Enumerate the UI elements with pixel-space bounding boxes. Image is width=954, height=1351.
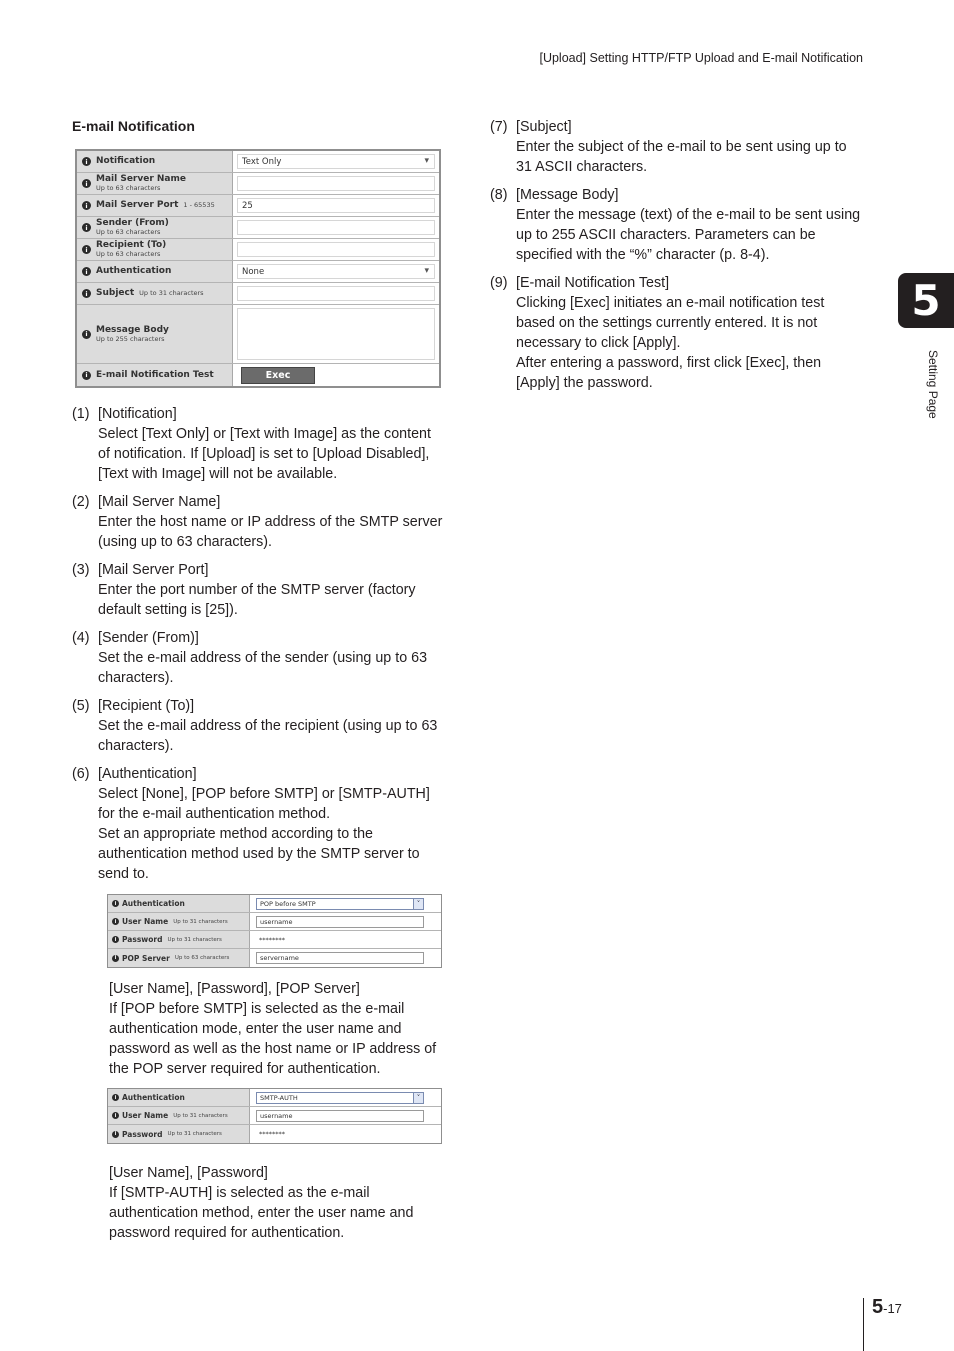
- page-number-chapter: 5: [872, 1296, 884, 1318]
- form-label-hint: 1 - 65535: [183, 201, 215, 209]
- item-body-line: characters).: [98, 670, 174, 686]
- info-icon: i: [112, 955, 119, 962]
- description-item: [72, 560, 452, 620]
- item-body: [72, 784, 452, 884]
- form-row-value-cell: [233, 239, 439, 260]
- form-label-group: [96, 267, 171, 276]
- smtp-caption: [109, 1163, 454, 1243]
- item-body-line: necessary to click [Apply].: [516, 335, 681, 351]
- item-body-line: 31 ASCII characters.: [516, 159, 648, 175]
- subject-input[interactable]: [237, 286, 435, 301]
- form-row: [108, 931, 441, 949]
- form-label: Authentication: [122, 1093, 185, 1102]
- form-row: [108, 895, 441, 913]
- form-label: User Name: [122, 1111, 169, 1120]
- form-row-value-cell: [233, 151, 439, 172]
- form-label: Recipient (To): [96, 240, 167, 250]
- info-icon: i: [112, 936, 119, 943]
- authentication-select[interactable]: [256, 1092, 424, 1104]
- form-label-group: [96, 241, 166, 258]
- form-row-label-cell: [77, 283, 233, 304]
- info-icon: i: [82, 223, 91, 232]
- item-body: [72, 424, 452, 484]
- caption-line: If [SMTP-AUTH] is selected as the e-mail: [109, 1185, 370, 1201]
- item-title: [Notification]: [98, 406, 177, 422]
- email-notification-form: [75, 149, 441, 388]
- item-body-line: Select [Text Only] or [Text with Image] as the content: [98, 426, 431, 442]
- form-label-hint: Up to 63 characters: [96, 184, 161, 192]
- form-label: Authentication: [122, 899, 185, 908]
- form-row-label-cell: [108, 1125, 250, 1143]
- form-row-label-cell: [77, 364, 233, 386]
- info-icon: i: [82, 201, 91, 210]
- password-field[interactable]: ********: [256, 934, 424, 946]
- item-body: [72, 512, 452, 552]
- item-body-line: Select [None], [POP before SMTP] or [SMTP-AUTH]: [98, 786, 430, 802]
- form-label: Message Body: [96, 324, 169, 335]
- exec-button[interactable]: Exec: [241, 367, 315, 384]
- form-text-input[interactable]: servername: [256, 952, 424, 964]
- pop-before-smtp-form: [107, 894, 442, 968]
- chapter-label: Setting Page: [926, 350, 940, 419]
- info-icon: i: [82, 179, 91, 188]
- form-label-group: [96, 175, 186, 192]
- form-label-hint: Up to 31 characters: [173, 1112, 228, 1119]
- recipient-input[interactable]: [237, 242, 435, 257]
- item-body: [72, 580, 452, 620]
- item-body-line: Set the e-mail address of the sender (using up to 63: [98, 650, 428, 666]
- form-row: [108, 1107, 441, 1125]
- description-item: [72, 492, 452, 552]
- chapter-tab: 5: [898, 273, 954, 328]
- form-row-label-cell: [77, 173, 233, 194]
- form-label-hint: Up to 255 characters: [96, 334, 165, 343]
- caption-line: the POP server required for authentication.: [109, 1061, 381, 1077]
- item-body-line: authentication method used by the SMTP server to: [98, 846, 420, 862]
- form-label-group: [96, 201, 215, 210]
- form-row-value-cell: [250, 913, 441, 930]
- form-label-group: [96, 371, 214, 380]
- info-icon: i: [82, 157, 91, 166]
- password-field[interactable]: ********: [256, 1128, 424, 1140]
- item-title: [Message Body]: [516, 187, 619, 203]
- form-row-value-cell: [250, 1089, 441, 1106]
- form-row-value-cell: [250, 895, 441, 912]
- form-label: Authentication: [96, 266, 172, 276]
- info-icon: i: [112, 900, 119, 907]
- item-body-line: Enter the message (text) of the e-mail to be sent using: [516, 207, 861, 223]
- pop-caption: [109, 979, 454, 1079]
- item-number: (7): [490, 119, 508, 135]
- form-label: Subject: [96, 288, 135, 298]
- form-label: E-mail Notification Test: [96, 369, 214, 380]
- form-label-hint: Up to 63 characters: [96, 250, 161, 258]
- chevron-down-icon: ˅: [413, 899, 423, 909]
- description-item: [490, 273, 870, 393]
- form-row-label-cell: [77, 151, 233, 172]
- message-body-textarea[interactable]: [237, 308, 435, 360]
- info-icon: i: [82, 289, 91, 298]
- caption-line: [User Name], [Password], [POP Server]: [109, 981, 360, 997]
- item-number: (1): [72, 406, 90, 422]
- authentication-select[interactable]: [256, 898, 424, 910]
- select-value: POP before SMTP: [260, 899, 316, 908]
- form-label: Mail Server Name: [96, 174, 186, 184]
- form-label-hint: Up to 31 characters: [139, 289, 204, 297]
- info-icon: i: [112, 1112, 119, 1119]
- form-row: [77, 195, 439, 217]
- form-row: [77, 217, 439, 239]
- right-descriptions: [490, 117, 870, 401]
- page-number-rule: [863, 1298, 864, 1351]
- item-body: [72, 716, 452, 756]
- form-row-value-cell: [250, 931, 441, 948]
- info-icon: i: [82, 245, 91, 254]
- caption-line: password as well as the host name or IP address of: [109, 1041, 437, 1057]
- notification-select[interactable]: Text Only ▾: [237, 154, 435, 169]
- item-number: (8): [490, 187, 508, 203]
- left-descriptions: [72, 404, 452, 892]
- form-row: [108, 1125, 441, 1143]
- description-item-heading: [490, 185, 870, 205]
- form-label-hint: Up to 31 characters: [167, 1131, 222, 1137]
- form-row-label-cell: [77, 239, 233, 260]
- page-number: [872, 1296, 902, 1319]
- item-body: [72, 648, 452, 688]
- info-icon: i: [82, 371, 91, 380]
- item-body: [490, 137, 870, 177]
- section-title: E-mail Notification: [72, 118, 195, 134]
- form-text-input[interactable]: username: [256, 1110, 424, 1122]
- page-number-page: -17: [883, 1301, 902, 1316]
- item-number: (9): [490, 275, 508, 291]
- item-title: [Authentication]: [98, 766, 197, 782]
- item-body-line: characters).: [98, 738, 174, 754]
- item-number: (3): [72, 562, 90, 578]
- item-body-line: Enter the host name or IP address of the SMTP server: [98, 514, 443, 530]
- form-row-label-cell: [108, 949, 250, 967]
- description-item: [72, 764, 452, 884]
- form-label: User Name: [122, 917, 169, 926]
- form-row-label-cell: [77, 195, 233, 216]
- chevron-down-icon: ˅: [413, 1093, 423, 1103]
- form-label-hint: Up to 63 characters: [96, 228, 161, 236]
- form-row-value-cell: [233, 217, 439, 238]
- form-row-label-cell: [108, 1107, 250, 1124]
- item-body-line: of notification. If [Upload] is set to [Upload Disabled],: [98, 446, 430, 462]
- description-item-heading: [72, 492, 452, 512]
- description-item-heading: [72, 764, 452, 784]
- item-body-line: default setting is [25]).: [98, 602, 238, 618]
- form-label-group: [96, 219, 169, 236]
- form-row-label-cell: [108, 931, 250, 948]
- form-row-value-cell: [233, 283, 439, 304]
- item-title: [Mail Server Port]: [98, 562, 209, 578]
- description-item: [490, 185, 870, 265]
- info-icon: i: [112, 918, 119, 925]
- description-item: [72, 696, 452, 756]
- item-title: [E-mail Notification Test]: [516, 275, 670, 291]
- description-item-heading: [72, 696, 452, 716]
- item-title: [Subject]: [516, 119, 572, 135]
- form-row-value-cell: [233, 305, 439, 363]
- form-row-label-cell: [108, 1089, 250, 1106]
- caption-line: If [POP before SMTP] is selected as the e-mail: [109, 1001, 405, 1017]
- form-label-group: [96, 157, 155, 166]
- form-label-group: [96, 326, 169, 343]
- description-item: [72, 404, 452, 484]
- item-number: (2): [72, 494, 90, 510]
- description-item: [72, 628, 452, 688]
- item-body-line: Set the e-mail address of the recipient (using up to 63: [98, 718, 438, 734]
- item-body-line: specified with the “%” character (p. 8-4).: [516, 247, 770, 263]
- item-body-line: for the e-mail authentication method.: [98, 806, 331, 822]
- item-body-line: (using up to 63 characters).: [98, 534, 273, 550]
- item-body-line: Clicking [Exec] initiates an e-mail notification test: [516, 295, 825, 311]
- form-row: [77, 239, 439, 261]
- form-row: [108, 949, 441, 967]
- item-body-line: Enter the subject of the e-mail to be sent using up to: [516, 139, 847, 155]
- info-icon: i: [82, 267, 91, 276]
- item-body-line: send to.: [98, 866, 149, 882]
- sender-input[interactable]: [237, 220, 435, 235]
- item-body-line: [Text with Image] will not be available.: [98, 466, 338, 482]
- mail-server-name-input[interactable]: [237, 176, 435, 191]
- description-item-heading: [72, 404, 452, 424]
- form-label: Password: [122, 935, 163, 944]
- item-title: [Mail Server Name]: [98, 494, 221, 510]
- form-row-label-cell: [77, 305, 233, 363]
- description-item: [490, 117, 870, 177]
- description-item-heading: [490, 117, 870, 137]
- authentication-select[interactable]: None ▾: [237, 264, 435, 279]
- form-text-input[interactable]: username: [256, 916, 424, 928]
- form-row-value-cell: [250, 1107, 441, 1124]
- form-label: Sender (From): [96, 218, 169, 228]
- item-number: (4): [72, 630, 90, 646]
- item-number: (6): [72, 766, 90, 782]
- info-icon: i: [112, 1131, 119, 1138]
- form-row-label-cell: [77, 261, 233, 282]
- form-label-group: [96, 289, 204, 298]
- form-label: Password: [122, 1129, 163, 1139]
- item-body: [490, 205, 870, 265]
- form-row: [77, 151, 439, 173]
- item-body: [490, 293, 870, 393]
- form-row-value-cell: [233, 364, 439, 386]
- item-body-line: Set an appropriate method according to the: [98, 826, 373, 842]
- mail-server-port-input[interactable]: 25: [237, 198, 435, 213]
- form-row: [77, 283, 439, 305]
- form-row-label-cell: [108, 895, 250, 912]
- form-row: [77, 173, 439, 195]
- item-title: [Recipient (To)]: [98, 698, 195, 714]
- form-row-label-cell: [77, 217, 233, 238]
- running-header: [Upload] Setting HTTP/FTP Upload and E-mail Notification: [539, 51, 863, 65]
- form-label-hint: Up to 63 characters: [174, 955, 230, 961]
- item-body-line: up to 255 ASCII characters. Parameters can be: [516, 227, 816, 243]
- form-label-hint: Up to 31 characters: [167, 936, 222, 943]
- caption-line: [User Name], [Password]: [109, 1165, 268, 1181]
- caption-line: authentication mode, enter the user name and: [109, 1021, 402, 1037]
- form-row: [108, 913, 441, 931]
- form-row: [77, 305, 439, 364]
- item-title: [Sender (From)]: [98, 630, 199, 646]
- form-label-hint: Up to 31 characters: [173, 918, 228, 925]
- form-row: [108, 1089, 441, 1107]
- item-body-line: based on the settings currently entered. It is not: [516, 315, 818, 331]
- item-body-line: After entering a password, first click [Exec], then: [516, 355, 822, 371]
- smtp-auth-form: [107, 1088, 442, 1144]
- form-label: POP Server: [122, 953, 170, 963]
- item-number: (5): [72, 698, 90, 714]
- form-row-value-cell: [250, 1125, 441, 1143]
- select-value: SMTP-AUTH: [260, 1093, 298, 1102]
- form-label: Notification: [96, 156, 156, 166]
- description-item-heading: [72, 560, 452, 580]
- form-label: Mail Server Port: [96, 200, 179, 210]
- form-row-value-cell: [233, 261, 439, 282]
- info-icon: i: [82, 330, 91, 339]
- caption-line: authentication method, enter the user name and: [109, 1205, 414, 1221]
- info-icon: i: [112, 1094, 119, 1101]
- form-row: [77, 261, 439, 283]
- form-row: [77, 364, 439, 386]
- caption-line: password required for authentication.: [109, 1225, 345, 1241]
- form-row-label-cell: [108, 913, 250, 930]
- form-row-value-cell: [233, 173, 439, 194]
- form-row-value-cell: [233, 195, 439, 216]
- form-row-value-cell: [250, 949, 441, 967]
- item-body-line: Enter the port number of the SMTP server (factory: [98, 582, 416, 598]
- description-item-heading: [490, 273, 870, 293]
- item-body-line: [Apply] the password.: [516, 375, 653, 391]
- description-item-heading: [72, 628, 452, 648]
